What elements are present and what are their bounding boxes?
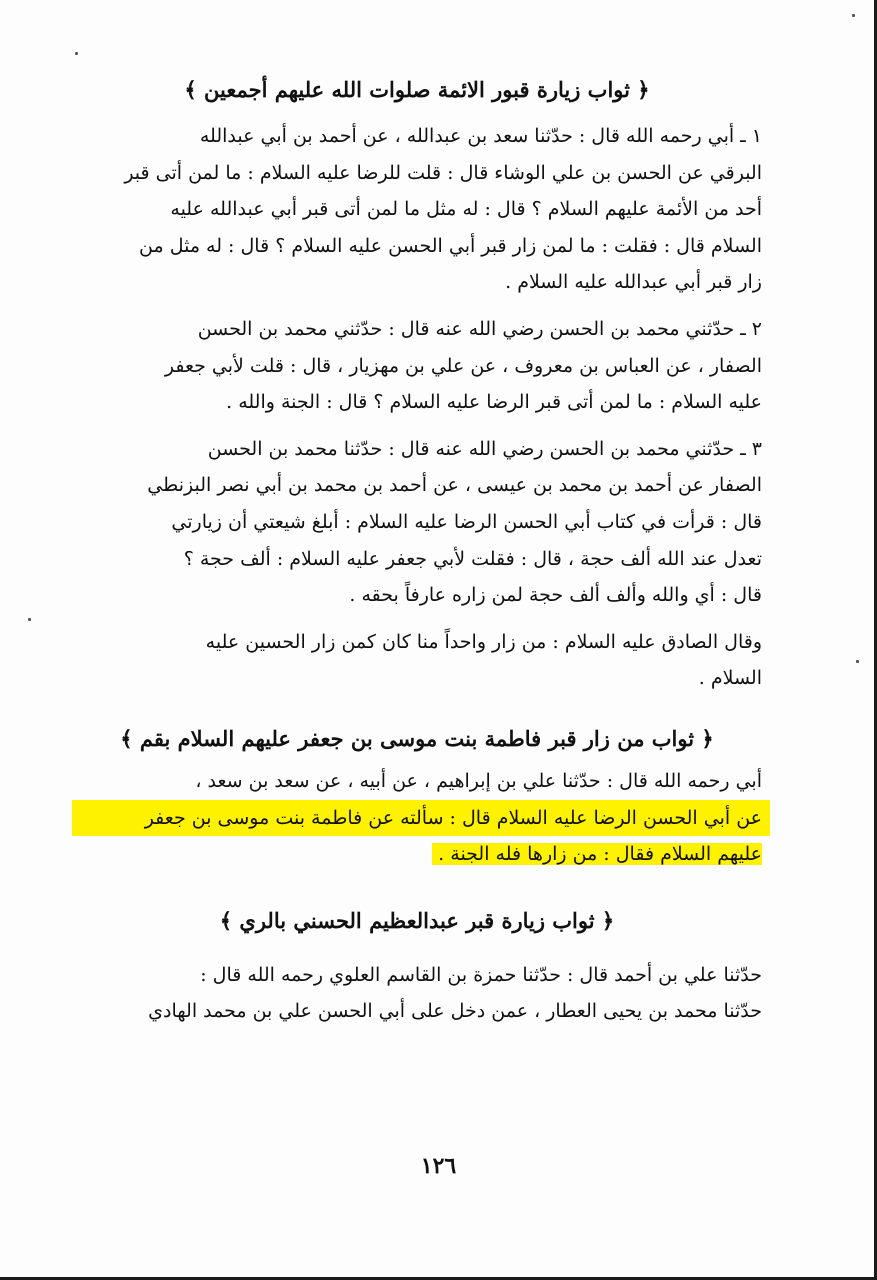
text-line: السلام . (698, 667, 762, 690)
hadith-paragraph-1 (72, 118, 762, 301)
hadith-paragraph-4 (72, 624, 762, 697)
highlighted-text-line: عليهم السلام فقال : من زارها فله الجنة . (432, 843, 762, 865)
text-line: زار قبر أبي عبدالله عليه السلام . (505, 271, 762, 294)
scan-speck (852, 14, 855, 17)
scan-speck (28, 618, 31, 621)
hadith-paragraph-abdulazim (72, 957, 762, 1030)
section-heading-fatima-qom: ﴿ ثواب من زار قبر فاطمة بنت موسى بن جعفر عليهم السلام بقم ﴾ (120, 725, 714, 751)
text-line: ٣ ـ حدّثني محمد بن الحسن رضي الله عنه قال : حدّثنا محمد بن الحسن (207, 437, 762, 460)
text-line: قال : قرأت في كتاب أبي الحسن الرضا عليه السلام : أبلغ شيعتي أن زيارتي (171, 510, 762, 533)
hadith-paragraph-fatima (72, 763, 762, 873)
text-line: عليه السلام : ما لمن أتى قبر الرضا عليه السلام ؟ قال : الجنة والله . (226, 391, 762, 414)
text-line: أبي رحمه الله قال : حدّثنا علي بن إبراهيم ، عن أبيه ، عن سعد بن سعد ، (195, 769, 762, 792)
text-line: البرقي عن الحسن بن علي الوشاء قال : قلت للرضا عليه السلام : ما لمن أتى قبر (124, 161, 762, 184)
text-line: أحد من الأئمة عليهم السلام ؟ قال : له مثل ما لمن أتى قبر أبي عبدالله عليه (170, 198, 762, 221)
text-line: حدّثنا علي بن أحمد قال : حدّثنا حمزة بن القاسم العلوي رحمه الله قال : (200, 963, 762, 986)
section-heading-abdulazim-rey: ﴿ ثواب زيارة قبر عبدالعظيم الحسني بالري ﴾ (219, 907, 615, 933)
hadith-paragraph-2 (72, 311, 762, 421)
text-line: قال : أي والله وألف ألف حجة لمن زاره عارفاً بحقه . (349, 584, 762, 607)
text-line: وقال الصادق عليه السلام : من زار واحداً منا كان كمن زار الحسين عليه (205, 630, 762, 653)
scan-speck (856, 660, 859, 663)
text-line: السلام قال : فقلت : ما لمن زار قبر أبي الحسن عليه السلام ؟ قال : له مثل من (139, 234, 762, 257)
text-line: تعدل عند الله ألف حجة ، قال : فقلت لأبي جعفر عليه السلام : ألف حجة ؟ (183, 547, 762, 570)
text-line: ٢ ـ حدّثني محمد بن الحسن رضي الله عنه قال : حدّثني محمد بن الحسن (197, 317, 762, 340)
text-line: حدّثنا محمد بن يحيى العطار ، عمن دخل على أبي الحسن علي بن محمد الهادي (148, 1000, 762, 1023)
text-column (72, 70, 762, 1030)
page-number: ١٢٦ (420, 1153, 457, 1179)
scan-speck (75, 52, 78, 55)
hadith-paragraph-3 (72, 431, 762, 614)
text-line: ١ ـ أبي رحمه الله قال : حدّثنا سعد بن عبدالله ، عن أحمد بن أبي عبدالله (199, 125, 762, 147)
text-line: الصفار عن أحمد بن محمد بن عيسى ، عن أحمد بن محمد بن أبي نصر البزنطي (147, 474, 762, 497)
section-heading-imams-graves: ﴿ ثواب زيارة قبور الائمة صلوات الله عليهم أجمعين ﴾ (184, 77, 650, 102)
highlighted-text-line-wrapper (72, 836, 762, 873)
text-line: الصفار ، عن العباس بن معروف ، عن علي بن مهزيار ، قال : قلت لأبي جعفر (164, 354, 762, 377)
highlighted-text-line: عن أبي الحسن الرضا عليه السلام قال : سألته عن فاطمة بنت موسى بن جعفر (72, 800, 770, 837)
